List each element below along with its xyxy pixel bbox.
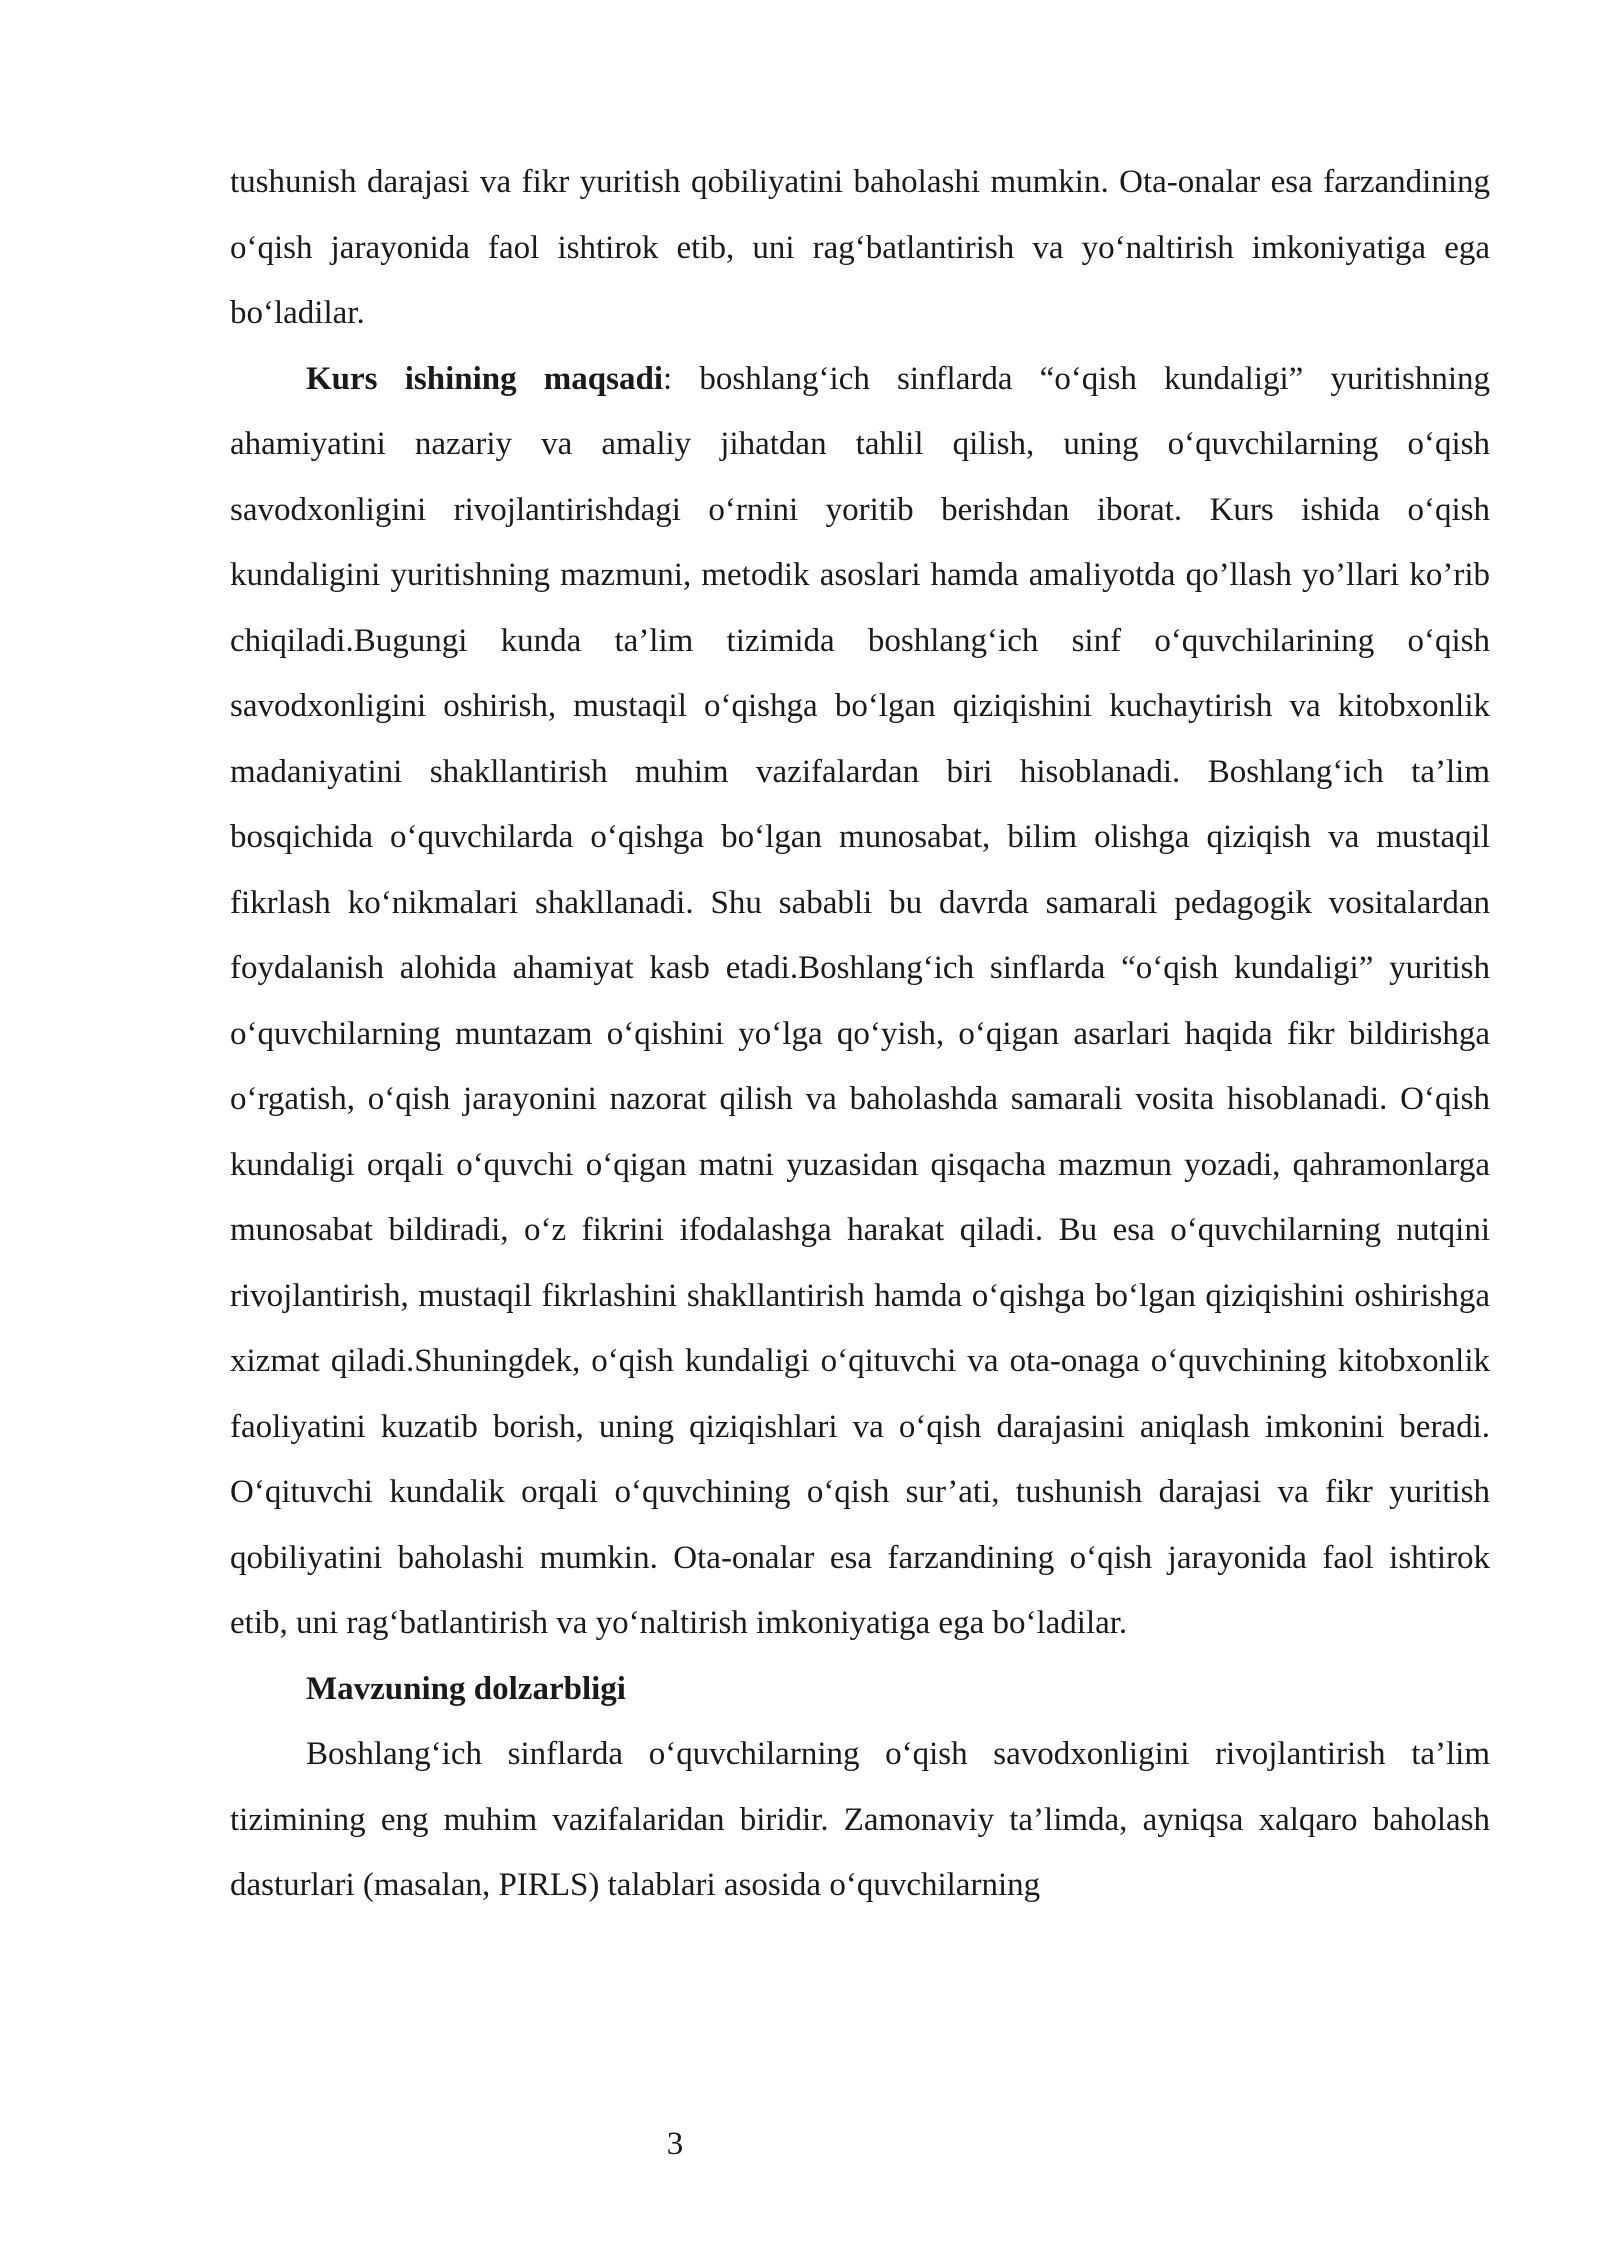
course-goal-text: boshlang‘ich sinflarda “o‘qish kundaligi” yuritishning ahamiyatini nazariy va amaliy jihatdan tahlil qilish, uning o‘quvchilarning o‘qish savodxonligini rivojlantirishdagi o‘rnini yoritib berishdan iborat. Kurs ishida o‘qish kundaligini yuritishning mazmuni, metodik asoslari hamda amaliyotda qo’llash yo’llari ko’rib chiqiladi.Bugungi kunda ta’lim tizimida boshlang‘ich sinf o‘quvchilarining o‘qish savodxonligini oshirish, mustaqil o‘qishga bo‘lgan qiziqishini kuchaytirish va kitobxonlik madaniyatini shakllantirish muhim vazifalardan biri hisoblanadi. Boshlang‘ich ta’lim bosqichida o‘quvchilarda o‘qishga bo‘lgan munosabat, bilim olishga qiziqish va mustaqil fikrlash ko‘nikmalari shakllanadi. Shu sababli bu davrda samarali pedagogik vositalardan foydalanish alohida ahamiyat kasb etadi.Boshlang‘ich sinflarda “o‘qish kundaligi” yuritish o‘quvchilarning muntazam o‘qishini yo‘lga qo‘yish, o‘qigan asarlari haqida fikr bildirishga o‘rgatish, o‘qish jarayonini nazorat qilish va baholashda samarali vosita hisoblanadi. O‘qish kundaligi orqali o‘quvchi o‘qigan matni yuzasidan qisqacha mazmun yozadi, qahramonlarga munosabat bildiradi, o‘z fikrini ifodalashga harakat qiladi. Bu esa o‘quvchilarning nutqini rivojlantirish, mustaqil fikrlashini shakllantirish hamda o‘qishga bo‘lgan qiziqishini oshirishga xizmat qiladi.Shuningdek, o‘qish kundaligi o‘qituvchi va ota-onaga o‘quvchining kitobxonlik faoliyatini kuzatib borish, uning qiziqishlari va o‘qish darajasini aniqlash imkonini beradi. O‘qituvchi kundalik orqali o‘quvchining o‘qish sur’ati, tushunish darajasi va fikr yuritish qobiliyatini baholashi mumkin. Ota-onalar esa farzandining o‘qish jarayonida faol ishtirok etib, uni rag‘batlantirish va yo‘naltirish imkoniyatiga ega bo‘ladilar.: [230, 360, 1491, 1641]
paragraph-course-goal: [230, 347, 1490, 1657]
section-heading: Mavzuning dolzarbligi: [306, 1670, 626, 1707]
paragraph-continuation: tushunish darajasi va fikr yuritish qobiliyatini baholashi mumkin. Ota-onalar esa farzandining o‘qish jarayonida faol ishtirok etib, uni rag‘batlantirish va yo‘naltirish imkoniyatiga ega bo‘ladilar.: [230, 164, 1490, 331]
course-goal-colon: :: [663, 360, 673, 397]
course-goal-label: Kurs ishining maqsadi: [306, 360, 664, 397]
page-number: 3: [666, 2126, 684, 2162]
paragraph-relevance: Boshlang‘ich sinflarda o‘quvchilarning o‘qish savodxonligini rivojlantirish ta’lim tizimining eng muhim vazifalaridan biridir. Zamonaviy ta’limda, ayniqsa xalqaro baholash dasturlari (masalan, PIRLS) talablari asosida o‘quvchilarning: [230, 1736, 1490, 1903]
document-body: [230, 150, 1490, 1919]
